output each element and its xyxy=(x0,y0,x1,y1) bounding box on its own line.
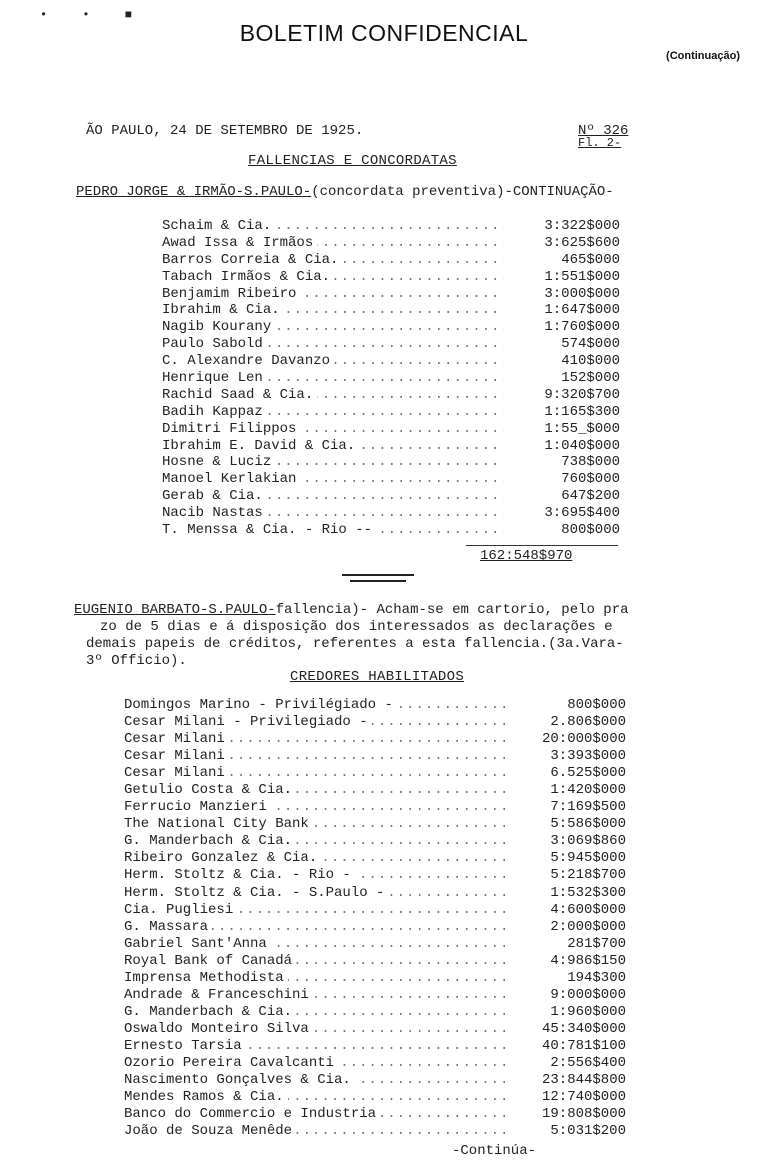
list-item xyxy=(162,235,622,252)
creditor-amount: 5:586$000 xyxy=(550,816,626,833)
creditor-name: Cesar Milani xyxy=(124,748,229,765)
creditor-name: Royal Bank of Canadá xyxy=(124,953,296,970)
creditor-amount: 2:556$400 xyxy=(550,1054,626,1071)
list-item xyxy=(162,336,622,353)
section-separator-top xyxy=(342,574,414,576)
list-item xyxy=(124,919,628,936)
creditor-amount: 19:808$000 xyxy=(541,1106,626,1123)
creditor-name: Manoel Kerlakian xyxy=(162,471,300,488)
creditor-name: Henrique Len xyxy=(162,370,267,387)
creditor-name: Ribeiro Gonzalez & Cia. xyxy=(124,850,321,867)
list-item xyxy=(124,1123,628,1140)
list-item xyxy=(162,387,622,404)
creditor-name: Nascimento Gonçalves & Cia. xyxy=(124,1072,355,1089)
list-item xyxy=(124,833,628,850)
creditor-amount: 4:600$000 xyxy=(550,901,626,918)
creditor-amount: 1:165$300 xyxy=(544,403,620,420)
list-item xyxy=(124,714,628,731)
creditor-amount: 9:320$700 xyxy=(544,386,620,403)
creditor-amount: 760$000 xyxy=(561,471,620,488)
creditor-amount: 2.806$000 xyxy=(550,714,626,731)
list-item xyxy=(124,970,628,987)
list-item xyxy=(124,765,628,782)
sheet-number: Fl. 2- xyxy=(578,136,622,150)
case-header-pedro-jorge xyxy=(76,184,614,200)
list-item xyxy=(162,454,622,471)
list-item xyxy=(124,867,628,884)
creditor-amount: 738$000 xyxy=(561,454,620,471)
list-item xyxy=(124,697,628,714)
creditor-name: Nagib Kourany xyxy=(162,319,275,336)
list-item xyxy=(124,1089,628,1106)
list-item xyxy=(162,522,622,539)
list-item xyxy=(124,936,628,953)
creditor-amount: 1:420$000 xyxy=(550,782,626,799)
case-text-line-4: 3º Officio). xyxy=(86,653,187,669)
creditor-name: Herm. Stoltz & Cia. - S.Paulo - xyxy=(124,885,388,902)
case-text-line-2: zo de 5 dias e á disposição dos interessados as declarações e xyxy=(100,619,613,635)
list-item xyxy=(124,782,628,799)
creditor-amount: 2:000$000 xyxy=(550,918,626,935)
creditor-name: Cesar Milani xyxy=(124,765,229,782)
creditor-amount: 23:844$800 xyxy=(541,1072,626,1089)
list-item xyxy=(124,1021,628,1038)
list-item xyxy=(124,816,628,833)
creditor-name: Ferrucio Manzieri xyxy=(124,799,271,816)
list-item xyxy=(162,421,622,438)
creditor-amount: 1:532$300 xyxy=(550,884,626,901)
section-heading-credores: CREDORES HABILITADOS xyxy=(290,669,465,685)
creditor-name: João de Souza Menêde xyxy=(124,1123,296,1140)
list-item xyxy=(124,885,628,902)
list-item xyxy=(124,1004,628,1021)
continues-label: -Continúa- xyxy=(452,1143,537,1159)
list-item xyxy=(162,302,622,319)
creditor-amount: 40:781$100 xyxy=(541,1037,626,1054)
scan-specks: • • ■ xyxy=(40,8,147,22)
case-title: EUGENIO BARBATO-S.PAULO- xyxy=(74,602,276,618)
creditor-name: Awad Issa & Irmãos xyxy=(162,235,317,252)
creditor-name: Paulo Sabold xyxy=(162,336,267,353)
creditor-name: T. Menssa & Cia. - Rio -- xyxy=(162,522,376,539)
creditor-amount: 5:218$700 xyxy=(550,867,626,884)
creditor-name: The National City Bank xyxy=(124,816,313,833)
creditor-amount: 1:040$000 xyxy=(544,437,620,454)
list-item xyxy=(162,286,622,303)
list-item xyxy=(162,505,622,522)
creditor-name: Imprensa Methodista xyxy=(124,970,288,987)
creditor-amount: 465$000 xyxy=(561,251,620,268)
case-header-eugenio-barbato xyxy=(74,602,629,618)
creditor-name: Dimitri Filippos xyxy=(162,421,300,438)
creditor-name: Ibrahim E. David & Cia. xyxy=(162,438,359,455)
creditor-name: Gerab & Cia. xyxy=(162,488,267,505)
creditor-name: Tabach Irmãos & Cia. xyxy=(162,269,334,286)
bulletin-title: BOLETIM CONFIDENCIAL xyxy=(239,20,529,46)
creditor-amount: 45:340$000 xyxy=(541,1020,626,1037)
creditor-amount: 281$700 xyxy=(567,935,626,952)
case-text-line-3: demais papeis de créditos, referentes a esta fallencia.(3a.Vara- xyxy=(86,636,624,652)
creditor-amount: 647$200 xyxy=(561,488,620,505)
case-text: (concordata preventiva)-CONTINUAÇÃO- xyxy=(311,184,614,200)
creditor-amount: 12:740$000 xyxy=(541,1089,626,1106)
creditor-amount: 1:551$000 xyxy=(544,268,620,285)
creditor-amount: 1:55_$000 xyxy=(544,420,620,437)
creditor-amount: 1:647$000 xyxy=(544,302,620,319)
list-item xyxy=(124,1055,628,1072)
list-item xyxy=(124,731,628,748)
creditor-name: Cia. Pugliesi xyxy=(124,902,237,919)
list-item xyxy=(162,319,622,336)
creditor-amount: 3:000$000 xyxy=(544,285,620,302)
creditor-name: Rachid Saad & Cia. xyxy=(162,387,317,404)
list-item xyxy=(124,748,628,765)
creditor-name: Domingos Marino - Privilégiado - xyxy=(124,697,397,714)
creditor-amount: 9:000$000 xyxy=(550,986,626,1003)
creditor-list-pedro-jorge xyxy=(162,218,622,539)
list-item xyxy=(162,353,622,370)
creditor-name: Oswaldo Monteiro Silva xyxy=(124,1021,313,1038)
list-item xyxy=(124,987,628,1004)
creditor-name: C. Alexandre Davanzo xyxy=(162,353,334,370)
creditor-amount: 152$000 xyxy=(561,370,620,387)
creditor-amount: 800$000 xyxy=(567,697,626,713)
creditor-name: Badih Kappaz xyxy=(162,404,267,421)
continuation-label: (Continuação) xyxy=(666,50,740,62)
list-item xyxy=(162,471,622,488)
date-line: ÃO PAULO, 24 DE SETEMBRO DE 1925. xyxy=(86,123,364,139)
creditor-amount: 6.525$000 xyxy=(550,765,626,782)
creditor-name: Getulio Costa & Cia. xyxy=(124,782,296,799)
bulletin-number: Nº 326 xyxy=(578,123,629,139)
case-title: PEDRO JORGE & IRMÃO-S.PAULO- xyxy=(76,184,312,200)
creditor-name: Mendes Ramos & Cia. xyxy=(124,1089,288,1106)
total-amount: 162:548$970 xyxy=(480,548,573,564)
section-heading-fallencias: FALLENCIAS E CONCORDATAS xyxy=(248,153,457,169)
creditor-amount: 194$300 xyxy=(567,969,626,986)
case-text: fallencia)- Acham-se em cartorio, pelo pra xyxy=(275,602,629,618)
creditor-amount: 1:760$000 xyxy=(544,319,620,336)
list-item xyxy=(162,252,622,269)
creditor-amount: 3:695$400 xyxy=(544,505,620,522)
creditor-name: Herm. Stoltz & Cia. - Rio - xyxy=(124,867,355,884)
list-item xyxy=(162,488,622,505)
creditor-amount: 574$000 xyxy=(561,336,620,353)
creditor-name: Benjamim Ribeiro xyxy=(162,286,300,303)
creditor-amount: 1:960$000 xyxy=(550,1003,626,1020)
creditor-amount: 5:031$200 xyxy=(550,1123,626,1140)
creditor-name: Ozorio Pereira Cavalcanti xyxy=(124,1055,338,1072)
list-item xyxy=(124,902,628,919)
creditor-name: Ernesto Tarsia xyxy=(124,1038,246,1055)
creditor-name: Banco do Commercio e Industria xyxy=(124,1106,380,1123)
creditor-name: Schaim & Cia. xyxy=(162,218,275,235)
creditor-name: Hosne & Luciz xyxy=(162,454,275,471)
creditor-name: Barros Correia & Cia. xyxy=(162,252,342,269)
list-item xyxy=(124,799,628,816)
list-item xyxy=(162,370,622,387)
creditor-amount: 410$000 xyxy=(561,353,620,370)
creditor-name: Ibrahim & Cia. xyxy=(162,302,284,319)
creditor-name: G. Manderbach & Cia. xyxy=(124,1004,296,1021)
list-item xyxy=(162,269,622,286)
creditor-name: Cesar Milani xyxy=(124,731,229,748)
list-item xyxy=(162,218,622,235)
list-item xyxy=(162,404,622,421)
creditor-name: Gabriel Sant'Anna xyxy=(124,936,271,953)
creditor-amount: 7:169$500 xyxy=(550,799,626,816)
creditor-name: Andrade & Franceschini xyxy=(124,987,313,1004)
list-item xyxy=(124,1072,628,1089)
creditor-amount: 20:000$000 xyxy=(541,731,626,748)
list-item xyxy=(124,1106,628,1123)
list-item xyxy=(124,850,628,867)
creditor-list-eugenio-barbato xyxy=(124,697,628,1140)
creditor-amount: 3:625$600 xyxy=(544,234,620,251)
creditor-amount: 5:945$000 xyxy=(550,850,626,867)
list-item xyxy=(162,438,622,455)
creditor-amount: 3:322$000 xyxy=(544,218,620,234)
creditor-name: G. Massara xyxy=(124,919,212,936)
creditor-amount: 3:069$860 xyxy=(550,833,626,850)
creditor-amount: 4:986$150 xyxy=(550,952,626,969)
creditor-amount: 800$000 xyxy=(561,522,620,539)
list-item xyxy=(124,1038,628,1055)
list-item xyxy=(124,953,628,970)
creditor-name: G. Manderbach & Cia. xyxy=(124,833,296,850)
section-separator-bottom xyxy=(350,580,406,582)
creditor-name: Cesar Milani - Privilegiado - xyxy=(124,714,372,731)
creditor-name: Nacib Nastas xyxy=(162,505,267,522)
creditor-amount: 3:393$000 xyxy=(550,748,626,765)
total-rule xyxy=(466,545,618,546)
